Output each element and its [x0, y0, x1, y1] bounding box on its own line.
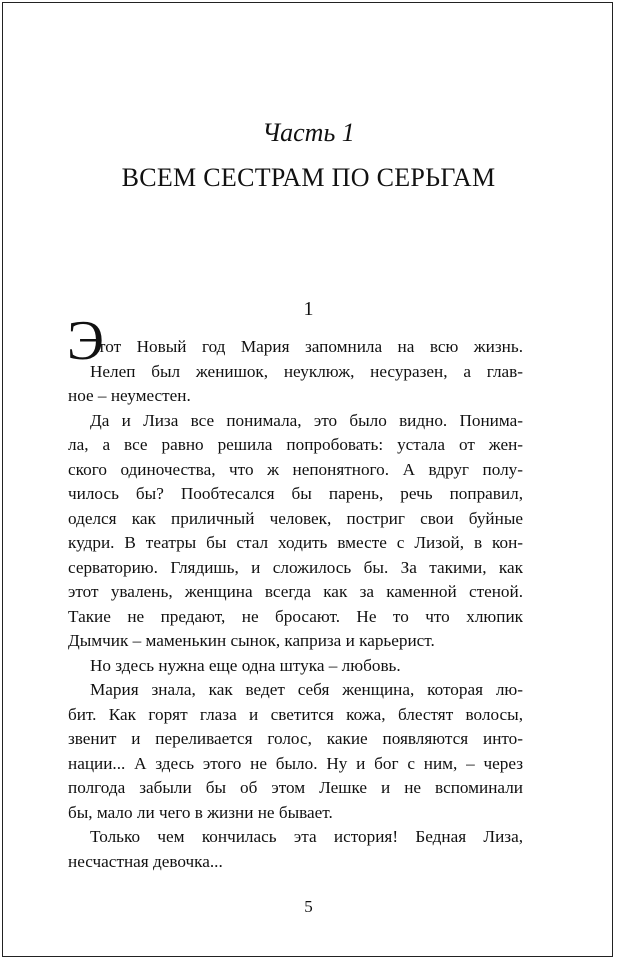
text-line: бит. Как горят глаза и светится кожа, блестят волосы,	[68, 704, 523, 724]
text-line: ла, а все равно решила попробовать: устала от жен-	[68, 435, 523, 454]
text-line: этот увалень, женщина всегда как за каменной стеной.	[68, 582, 523, 601]
text-line: Дымчик – маменькин сынок, каприза и карьерист.	[68, 631, 435, 650]
text-line: полгода забыли бы об этом Лешке и не вспоминали	[68, 778, 523, 797]
text-line: несчастная девочка...	[68, 851, 223, 871]
text-line: Только чем кончилась эта история! Бедная Лиза,	[90, 827, 523, 846]
text-line: Но здесь нужна еще одна штука – любовь.	[90, 655, 401, 675]
body-text	[67, 310, 523, 874]
part-title: ВСЕМ СЕСТРАМ ПО СЕРЬГАМ	[121, 163, 496, 192]
drop-cap: Э	[67, 310, 104, 372]
text-line: ского одиночества, что ж непонятного. А вдруг полу-	[68, 459, 523, 479]
text-line: оделся как приличный человек, постриг свои буйные	[68, 508, 523, 528]
text-line: чилось бы? Пообтесался бы парень, речь поправил,	[68, 484, 523, 503]
chapter-number: 1	[303, 298, 314, 320]
text-line: кудри. В театры бы стал ходить вместе с Лизой, в кон-	[68, 533, 523, 552]
text-line: Такие не предают, не бросают. Не то что хлюпик	[68, 606, 523, 626]
text-line: ное – неуместен.	[68, 386, 191, 405]
text-line: серваторию. Глядишь, и сложилось бы. За такими, как	[68, 557, 523, 577]
page-number: 5	[304, 897, 313, 916]
text-line: нации... А здесь этого не было. Ну и бог с ним, – через	[68, 753, 523, 773]
text-line: Да и Лиза все понимала, это было видно. Понима-	[90, 410, 523, 430]
text-line-content: тот Новый год Мария запомнила на всю жизнь.	[98, 337, 523, 356]
part-label: Часть 1	[262, 118, 355, 147]
text-line: звенит и переливается голос, какие появляются инто-	[68, 729, 523, 748]
text-line: Мария знала, как ведет себя женщина, которая лю-	[90, 680, 523, 699]
text-line: бы, мало ли чего в жизни не бывает.	[68, 802, 333, 822]
text-line: Нелеп был женишок, неуклюж, несуразен, а глав-	[90, 361, 523, 381]
